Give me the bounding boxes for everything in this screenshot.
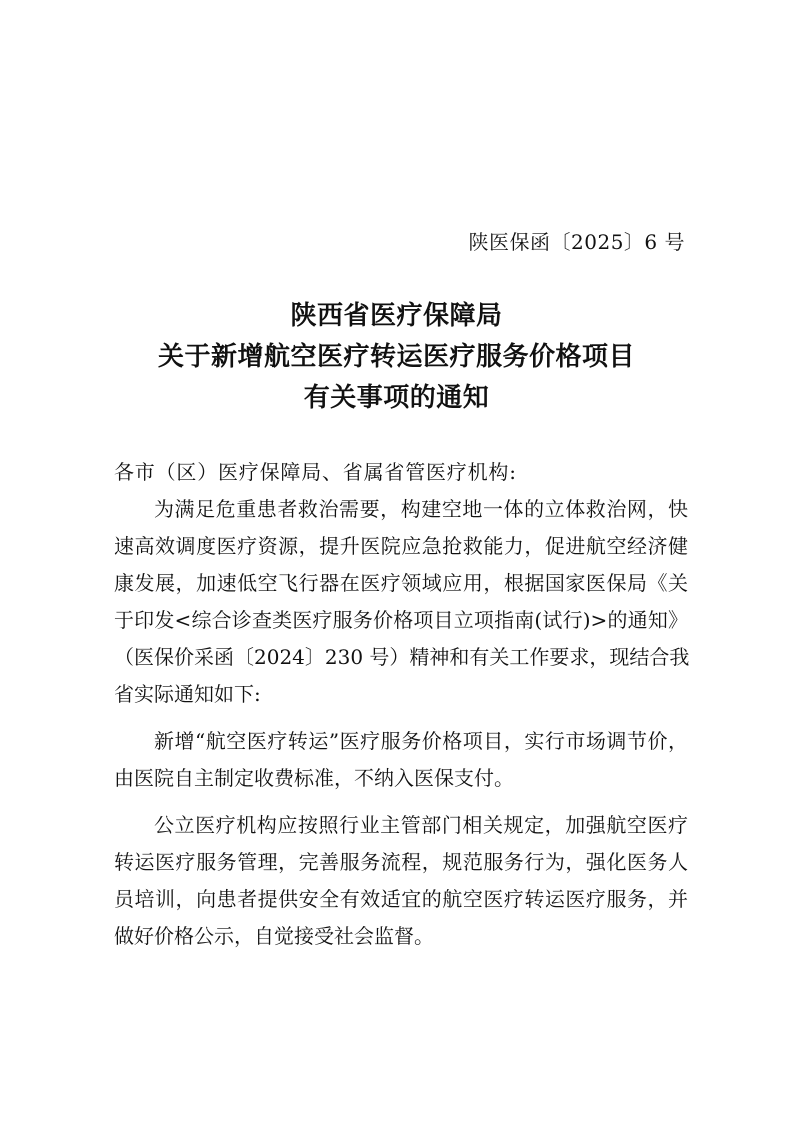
paragraph-line: （医保价采函〔2024〕230 号）精神和有关工作要求，现结合我 bbox=[114, 645, 690, 669]
paragraph-background bbox=[114, 491, 688, 713]
paragraph-line: 为满足危重患者救治需要，构建空地一体的立体救治网，快 bbox=[154, 497, 688, 521]
document-number: 陕医保函〔2025〕6 号 bbox=[468, 230, 685, 254]
title-line: 关于新增航空医疗转运医疗服务价格项目 bbox=[157, 342, 635, 372]
addressee: 各市（区）医疗保障局、省属省管医疗机构: bbox=[114, 460, 517, 484]
title-line: 有关事项的通知 bbox=[303, 383, 490, 413]
paragraph-new-item bbox=[114, 723, 688, 797]
paragraph-line: 于印发<综合诊查类医疗服务价格项目立项指南(试行)>的通知》 bbox=[114, 608, 688, 632]
title-line: 陕西省医疗保障局 bbox=[290, 301, 503, 331]
paragraph-management bbox=[114, 807, 688, 955]
document-title bbox=[0, 296, 793, 419]
paragraph-line: 康发展，加速低空飞行器在医疗领域应用，根据国家医保局《关 bbox=[114, 571, 688, 595]
paragraph-line: 新增“航空医疗转运”医疗服务价格项目，实行市场调节价， bbox=[154, 729, 688, 753]
document-body bbox=[114, 454, 688, 955]
paragraph-line: 员培训，向患者提供安全有效适宜的航空医疗转运医疗服务，并 bbox=[114, 887, 688, 911]
paragraph-line: 做好价格公示，自觉接受社会监督。 bbox=[114, 924, 434, 948]
paragraph-line: 公立医疗机构应按照行业主管部门相关规定，加强航空医疗 bbox=[154, 813, 688, 837]
paragraph-line: 由医院自主制定收费标准，不纳入医保支付。 bbox=[114, 766, 514, 790]
paragraph-line: 速高效调度医疗资源，提升医院应急抢救能力，促进航空经济健 bbox=[114, 534, 688, 558]
paragraph-line: 省实际通知如下: bbox=[114, 682, 261, 706]
paragraph-line: 转运医疗服务管理，完善服务流程，规范服务行为，强化医务人 bbox=[114, 850, 688, 874]
